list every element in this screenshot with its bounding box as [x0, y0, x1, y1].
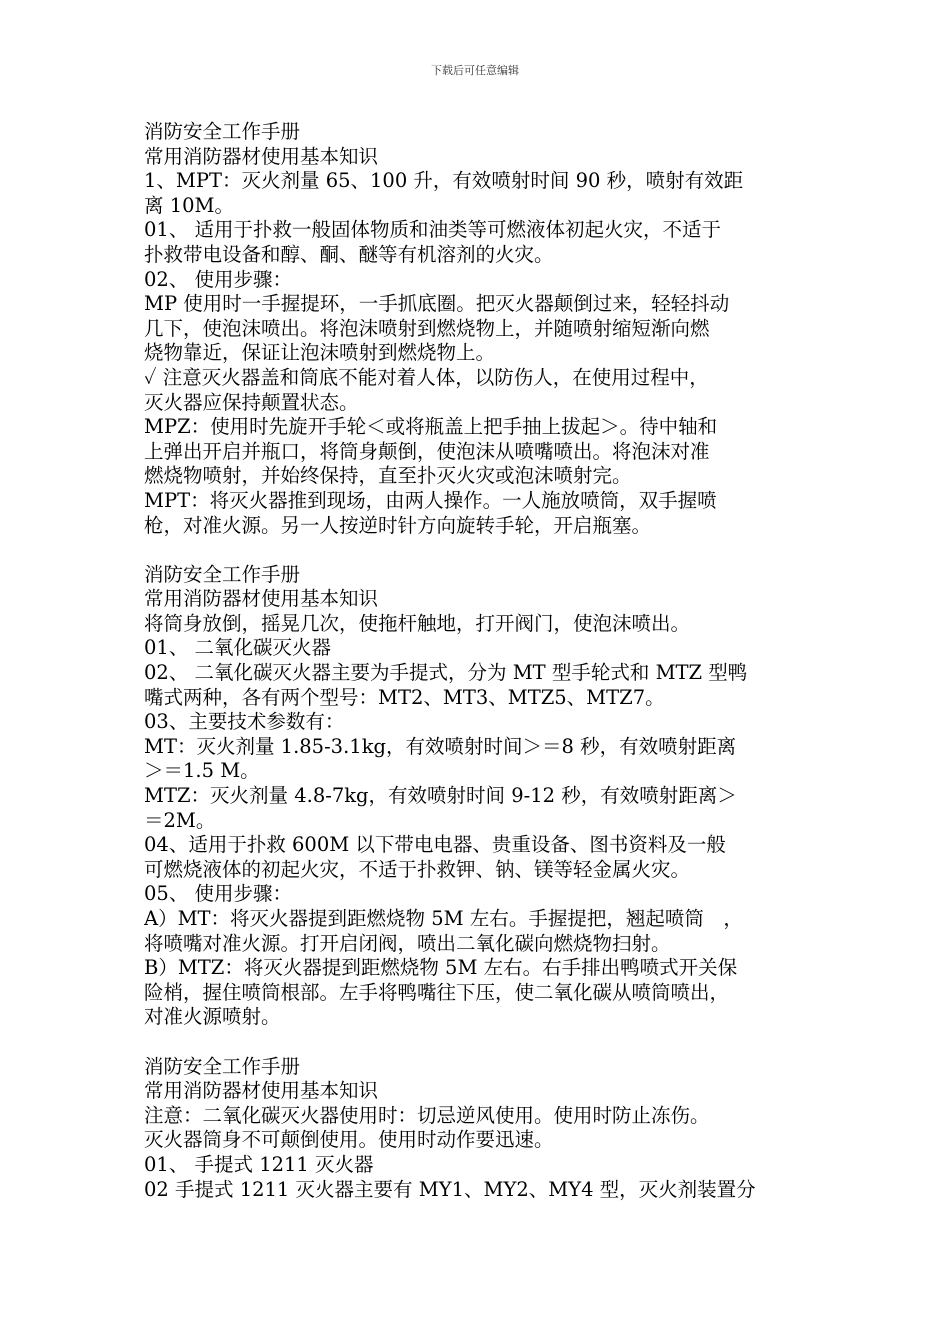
text-line: 02 手提式 1211 灭火器主要有 MY1、MY2、MY4 型，灭火剂装置分	[144, 1177, 756, 1201]
text-line: 险梢，握住喷筒根部。左手将鸭嘴往下压，使二氧化碳从喷筒喷出，	[144, 980, 730, 1004]
text-line: 扑救带电设备和醇、酮、醚等有机溶剂的火灾。	[144, 242, 554, 266]
text-line: 消防安全工作手册	[144, 562, 301, 586]
text-line: ＞＝1.5 M。	[144, 759, 260, 783]
text-line: 01、 二氧化碳灭火器	[144, 636, 332, 660]
text-line: 离 10M。	[144, 193, 234, 217]
text-line: 常用消防器材使用基本知识	[144, 587, 379, 611]
text-line: 可燃烧液体的初起火灾，不适于扑救钾、钠、镁等轻金属火灾。	[144, 857, 691, 881]
text-line: A）MT：将灭火器提到距燃烧物 5M 左右。手握提把，翘起喷筒 ，	[144, 907, 743, 930]
page-header-note: 下载后可任意编辑	[431, 64, 519, 77]
text-line: 消防安全工作手册	[144, 1054, 301, 1078]
text-line: MPZ：使用时先旋开手轮＜或将瓶盖上把手抽上拔起＞。待中轴和	[144, 415, 718, 439]
text-line: 常用消防器材使用基本知识	[144, 144, 379, 168]
text-line: 注意：二氧化碳灭火器使用时：切忌逆风使用。使用时防止冻伤。	[144, 1103, 710, 1127]
text-line: ✓ 注意灭火器盖和筒底不能对着人体，以防伤人，在使用过程中，	[144, 365, 709, 389]
text-line: 02、 使用步骤：	[144, 267, 293, 291]
text-line: 枪，对准火源。另一人按逆时针方向旋转手轮，开启瓶塞。	[144, 513, 652, 537]
text-line: MTZ：灭火剂量 4.8-7kg，有效喷射时间 9-12 秒，有效喷射距离＞	[144, 784, 737, 808]
text-line: 01、 手提式 1211 灭火器	[144, 1152, 374, 1176]
text-line: 消防安全工作手册	[144, 120, 301, 143]
text-line: 常用消防器材使用基本知识	[144, 1079, 379, 1103]
text-line: MPT：将灭火器推到现场，由两人操作。一人施放喷筒，双手握喷	[144, 488, 717, 512]
text-line: 02、 二氧化碳灭火器主要为手提式，分为 MT 型手轮式和 MTZ 型鸭	[144, 661, 748, 685]
blank-line	[144, 538, 820, 563]
text-line: 04、适用于扑救 600M 以下带电电器、贵重设备、图书资料及一般	[144, 833, 726, 857]
text-line: 上弹出开启并瓶口，将筒身颠倒，使泡沫从喷嘴喷出。将泡沫对准	[144, 439, 710, 463]
text-line: 燃烧物喷射，并始终保持，直至扑灭火灾或泡沫喷射完。	[144, 464, 632, 488]
text-line: 1、MPT：灭火剂量 65、100 升，有效喷射时间 90 秒，喷射有效距	[144, 169, 744, 193]
text-line: 03、主要技术参数有：	[144, 710, 345, 734]
text-line: 01、 适用于扑救一般固体物质和油类等可燃液体初起火灾，不适于	[144, 218, 722, 242]
text-line: 将喷嘴对准火源。打开启闭阀，喷出二氧化碳向燃烧物扫射。	[144, 931, 671, 955]
text-line: 对准火源喷射。	[144, 1005, 281, 1029]
text-line: 灭火器应保持颠置状态。	[144, 390, 359, 414]
text-line: 嘴式两种，各有两个型号：MT2、MT3、MTZ5、MTZ7。	[144, 685, 665, 709]
text-line: ＝2M。	[144, 808, 216, 832]
text-line: 烧物靠近，保证让泡沫喷射到燃烧物上。	[144, 341, 496, 365]
text-line: 将筒身放倒，摇晃几次，使拖杆触地，打开阀门，使泡沫喷出。	[144, 611, 691, 635]
text-line: 05、 使用步骤：	[144, 882, 293, 906]
text-line: 灭火器筒身不可颠倒使用。使用时动作要迅速。	[144, 1128, 554, 1152]
text-line: B）MTZ：将灭火器提到距燃烧物 5M 左右。右手排出鸭喷式开关保	[144, 956, 738, 980]
text-line: MT：灭火剂量 1.85-3.1kg，有效喷射时间＞＝8 秒，有效喷射距离	[144, 734, 737, 758]
text-line: 几下，使泡沫喷出。将泡沫喷射到燃烧物上，并随喷射缩短渐向燃	[144, 316, 710, 340]
document-body	[144, 120, 820, 1202]
text-line: MP 使用时一手握提环，一手抓底圈。把灭火器颠倒过来，轻轻抖动	[144, 292, 730, 316]
blank-line	[144, 1030, 820, 1055]
